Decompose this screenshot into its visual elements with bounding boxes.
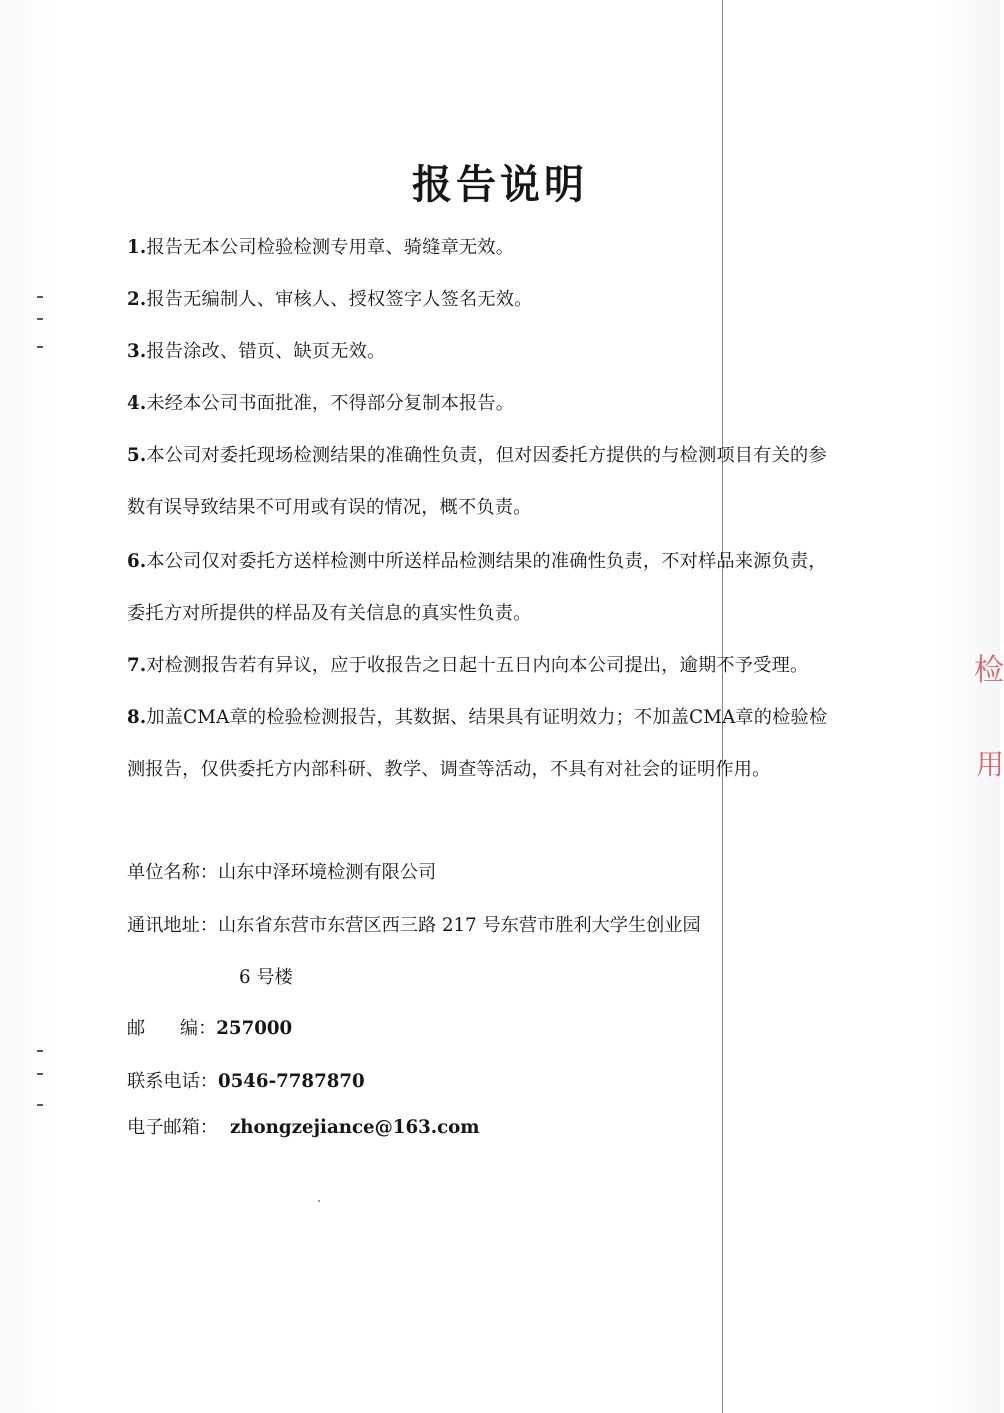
postcode-label: 邮 编： <box>127 1018 217 1039</box>
clause-text: 报告无编制人、审核人、授权签字人签名无效。 <box>146 289 533 310</box>
clause-7 <box>127 640 897 692</box>
phone-row <box>127 1069 365 1095</box>
clause-4 <box>127 378 897 430</box>
clause-number: 5. <box>127 445 147 466</box>
email-row <box>127 1115 480 1141</box>
clause-number: 8. <box>127 707 147 728</box>
clause-text: 本公司仅对委托方送样检测中所送样品检测结果的准确性负责，不对样品来源负责， <box>146 551 827 572</box>
seal-fragment <box>968 615 1004 805</box>
unit-name-label: 单位名称： <box>127 862 218 883</box>
seal-fragment-char: 用 <box>976 748 1004 781</box>
postcode-value: 257000 <box>216 1018 293 1039</box>
clause-text: 数有误导致结果不可用或有误的情况，概不负责。 <box>127 497 532 518</box>
binding-mark <box>37 1073 43 1075</box>
address-label: 通讯地址： <box>127 915 218 936</box>
clause-8 <box>127 692 897 796</box>
clause-1 <box>127 222 897 274</box>
address-row-continued <box>239 965 293 991</box>
clause-6 <box>127 536 897 640</box>
clause-number: 1. <box>127 237 147 258</box>
clause-text: 加盖CMA章的检验检测报告，其数据、结果具有证明效力；不加盖CMA章的检验检 <box>146 707 828 728</box>
clause-number: 7. <box>127 655 147 676</box>
phone-value: 0546-7787870 <box>217 1071 365 1092</box>
clause-text: 报告无本公司检验检测专用章、骑缝章无效。 <box>146 237 515 258</box>
speck <box>318 1200 320 1202</box>
address-row <box>127 913 701 939</box>
clause-number: 3. <box>127 341 147 362</box>
email-label: 电子邮箱： <box>127 1117 218 1138</box>
clause-text: 测报告，仅供委托方内部科研、教学、调查等活动，不具有对社会的证明作用。 <box>127 759 771 780</box>
binding-mark <box>37 318 43 320</box>
clause-2 <box>127 274 897 326</box>
clause-number: 4. <box>127 393 147 414</box>
clause-text: 未经本公司书面批准，不得部分复制本报告。 <box>146 393 515 414</box>
clause-text: 对检测报告若有异议，应于收报告之日起十五日内向本公司提出，逾期不予受理。 <box>146 655 809 676</box>
clause-5 <box>127 430 897 534</box>
seal-fragment-char: 检 <box>974 653 1004 688</box>
phone-label: 联系电话： <box>127 1071 218 1092</box>
page-title: 报告说明 <box>412 162 588 208</box>
clause-text: 报告涂改、错页、缺页无效。 <box>146 341 386 362</box>
unit-name-row <box>127 860 436 886</box>
address-value: 山东省东营市东营区西三路 217 号东营市胜利大学生创业园 <box>217 915 701 936</box>
binding-mark <box>37 296 43 298</box>
address-value-line2: 6 号楼 <box>239 967 293 988</box>
clause-number: 6. <box>127 551 147 572</box>
clause-text: 本公司对委托现场检测结果的准确性负责，但对因委托方提供的与检测项目有关的参 <box>146 445 827 466</box>
clause-text: 委托方对所提供的样品及有关信息的真实性负责。 <box>127 603 532 624</box>
unit-name-value: 山东中泽环境检测有限公司 <box>217 862 437 883</box>
binding-mark <box>37 346 43 348</box>
postcode-row <box>127 1016 292 1042</box>
clause-number: 2. <box>127 289 147 310</box>
binding-mark <box>37 1050 43 1052</box>
clause-3 <box>127 326 897 378</box>
binding-mark <box>37 1104 43 1106</box>
email-value: zhongzejiance@163.com <box>229 1117 480 1138</box>
